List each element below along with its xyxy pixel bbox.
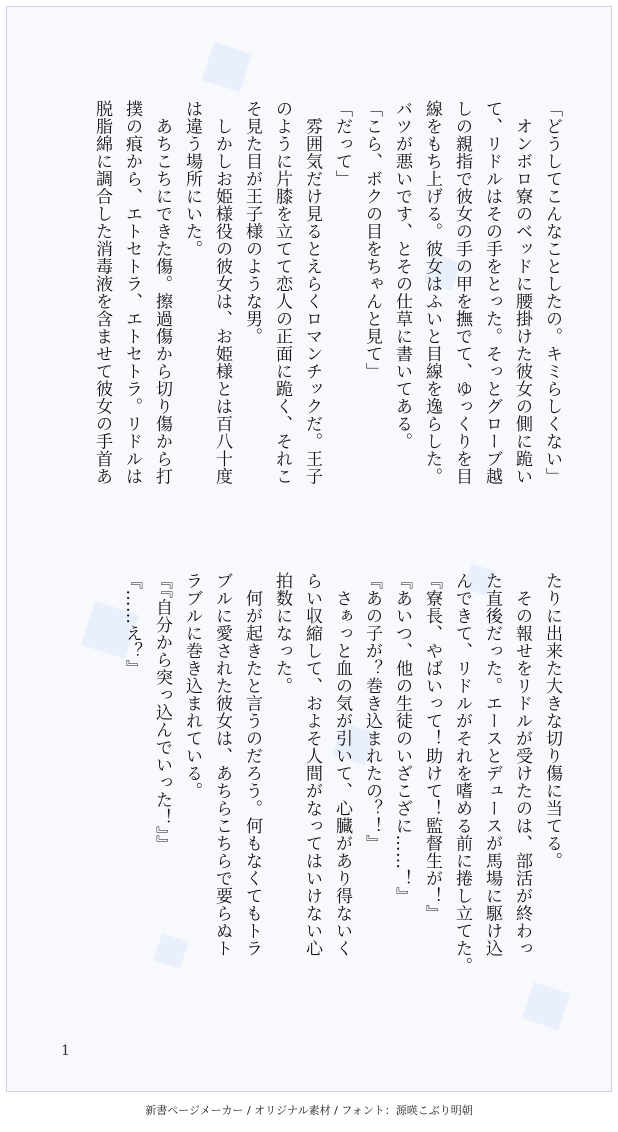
text-column: 「こら、ボクの目をちゃんと見て」 [362,100,382,380]
text-column: 『寮長、やばいって！助けて！監督生が！』 [422,572,442,922]
text-column: は違う場所にいた。 [182,100,202,258]
text-column: 拍数になった。 [272,572,292,695]
text-column: 撲の痕から、エトセトラ、エトセトラ。リドルは [122,100,142,485]
text-block-bottom [117,572,567,1002]
text-column: 『……え？』 [122,572,142,677]
text-column: 『あの子が？巻き込まれたの？！』 [362,572,382,852]
text-column: 「だって」 [332,100,352,188]
text-column: 線をもち上げる。彼女はふいと目線を逸らした。 [422,100,442,485]
text-column: そ見た目が王子様のような男。 [242,100,262,345]
text-column: バツが悪いです、とその仕草に書いてある。 [392,100,412,450]
text-block-top [87,100,567,520]
footer-credit: 新書ページメーカー / オリジナル素材 / フォント：源暎こぶり明朝 [145,1104,473,1117]
text-column: たりに出来た大きな切り傷に当てる。 [542,572,562,870]
text-column: 脱脂綿に調合した消毒液を含ませて彼女の手首あ [92,100,112,485]
text-column: 『『自分から突っ込んでいった！』』 [152,572,172,853]
text-column: んできて、リドルがそれを嗜める前に捲し立てた。 [452,572,472,975]
text-column: しの親指で彼女の手の甲を撫でて、ゆっくりを目 [452,100,472,485]
text-column: ラブルに巻き込まれている。 [182,572,202,800]
page-number: 1 [61,1043,70,1059]
text-column: 「どうしてこんなことしたの。キミらしくない」 [542,100,562,485]
text-column: あちこちにできた傷。擦過傷から切り傷から打 [152,100,172,485]
text-column: て、リドルはその手をとった。そっとグローブ越 [482,100,502,485]
text-column: さぁっと血の気が引いて、心臓があり得ないく [332,572,352,957]
text-column: 雰囲気だけ見るとえらくロマンチックだ。王子 [302,100,322,485]
decorative-square [202,42,252,92]
text-column: オンボロ寮のベッドに腰掛けた彼女の側に跪い [512,100,532,485]
text-column: らい収縮して、およそ人間がなってはいけない心 [302,572,322,957]
text-column: しかしお姫様役の彼女は、お姫様とは百八十度 [212,100,232,485]
page-sheet [6,6,612,1092]
text-column: 何が起きたと言うのだろう。何もなくてもトラ [242,572,262,957]
text-column: 『あいつ、他の生徒のいざこざに……！』 [392,572,412,905]
text-column: ブルに愛された彼女は、あちらこちらで要らぬト [212,572,232,957]
text-column: その報せをリドルが受けたのは、部活が終わっ [512,572,532,957]
text-column: のように片膝を立てて恋人の正面に跪く、それこ [272,100,292,485]
text-column: た直後だった。エースとデュースが馬場に駆け込 [482,572,502,957]
